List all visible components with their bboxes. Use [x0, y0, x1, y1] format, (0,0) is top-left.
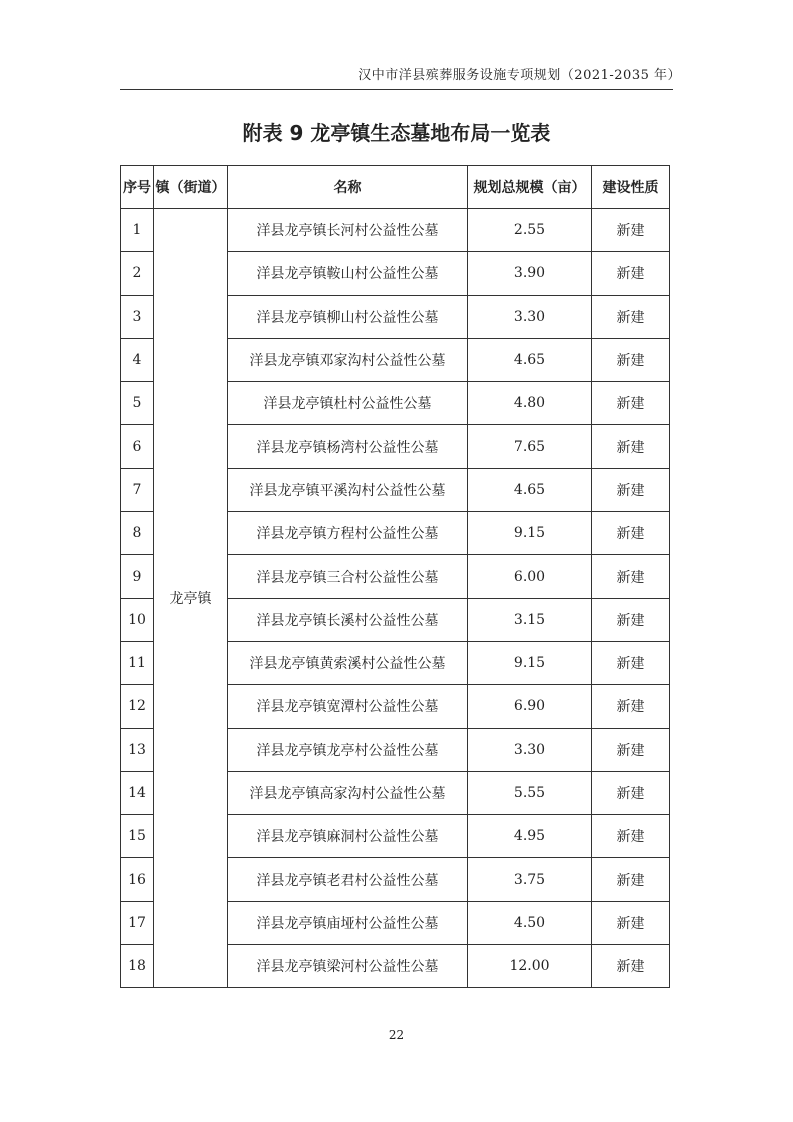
cemetery-name-cell: 洋县龙亭镇麻洞村公益性公墓: [228, 815, 468, 858]
planned-scale-cell: 6.00: [468, 555, 592, 598]
page-number: 22: [388, 1028, 405, 1042]
planned-scale-cell: 3.75: [468, 858, 592, 901]
planned-scale-cell: 9.15: [468, 512, 592, 555]
construction-type-cell: 新建: [592, 338, 670, 381]
column-header-town: 镇（街道）: [154, 166, 228, 209]
column-header-scale: 规划总规模（亩）: [468, 166, 592, 209]
table-header-row: [121, 166, 670, 209]
cemetery-name-cell: 洋县龙亭镇长河村公益性公墓: [228, 209, 468, 252]
cemetery-name-cell: 洋县龙亭镇庙垭村公益性公墓: [228, 901, 468, 944]
header-rule: [120, 89, 673, 90]
cemetery-name-cell: 洋县龙亭镇老君村公益性公墓: [228, 858, 468, 901]
row-number-cell: 1: [121, 209, 154, 252]
cemetery-name-cell: 洋县龙亭镇杜村公益性公墓: [228, 382, 468, 425]
cemetery-name-cell: 洋县龙亭镇龙亭村公益性公墓: [228, 728, 468, 771]
row-number-cell: 5: [121, 382, 154, 425]
planned-scale-cell: 4.65: [468, 468, 592, 511]
column-header-number: 序号: [121, 166, 154, 209]
row-number-cell: 16: [121, 858, 154, 901]
row-number-cell: 10: [121, 598, 154, 641]
cemetery-name-cell: 洋县龙亭镇方程村公益性公墓: [228, 512, 468, 555]
cemetery-name-cell: 洋县龙亭镇梁河村公益性公墓: [228, 945, 468, 988]
row-number-cell: 15: [121, 815, 154, 858]
construction-type-cell: 新建: [592, 382, 670, 425]
construction-type-cell: 新建: [592, 512, 670, 555]
table-row: [121, 209, 670, 252]
construction-type-cell: 新建: [592, 425, 670, 468]
row-number-cell: 3: [121, 295, 154, 338]
planned-scale-cell: 3.30: [468, 728, 592, 771]
column-header-type: 建设性质: [592, 166, 670, 209]
construction-type-cell: 新建: [592, 858, 670, 901]
construction-type-cell: 新建: [592, 598, 670, 641]
row-number-cell: 13: [121, 728, 154, 771]
row-number-cell: 14: [121, 771, 154, 814]
planned-scale-cell: 2.55: [468, 209, 592, 252]
planned-scale-cell: 3.15: [468, 598, 592, 641]
cemetery-layout-table: [120, 165, 670, 988]
construction-type-cell: 新建: [592, 641, 670, 684]
row-number-cell: 18: [121, 945, 154, 988]
construction-type-cell: 新建: [592, 901, 670, 944]
row-number-cell: 4: [121, 338, 154, 381]
cemetery-name-cell: 洋县龙亭镇长溪村公益性公墓: [228, 598, 468, 641]
cemetery-name-cell: 洋县龙亭镇邓家沟村公益性公墓: [228, 338, 468, 381]
construction-type-cell: 新建: [592, 252, 670, 295]
cemetery-name-cell: 洋县龙亭镇三合村公益性公墓: [228, 555, 468, 598]
planned-scale-cell: 4.95: [468, 815, 592, 858]
cemetery-name-cell: 洋县龙亭镇杨湾村公益性公墓: [228, 425, 468, 468]
row-number-cell: 6: [121, 425, 154, 468]
table-title: 附表 9 龙亭镇生态墓地布局一览表: [242, 121, 551, 145]
planned-scale-cell: 6.90: [468, 685, 592, 728]
row-number-cell: 12: [121, 685, 154, 728]
row-number-cell: 7: [121, 468, 154, 511]
column-header-name: 名称: [228, 166, 468, 209]
running-header: 汉中市洋县殡葬服务设施专项规划（2021-2035 年）: [358, 68, 681, 83]
row-number-cell: 17: [121, 901, 154, 944]
planned-scale-cell: 4.50: [468, 901, 592, 944]
cemetery-name-cell: 洋县龙亭镇平溪沟村公益性公墓: [228, 468, 468, 511]
planned-scale-cell: 12.00: [468, 945, 592, 988]
planned-scale-cell: 3.90: [468, 252, 592, 295]
row-number-cell: 2: [121, 252, 154, 295]
town-cell: 龙亭镇: [154, 209, 228, 988]
construction-type-cell: 新建: [592, 728, 670, 771]
planned-scale-cell: 5.55: [468, 771, 592, 814]
construction-type-cell: 新建: [592, 815, 670, 858]
table-body: [121, 209, 670, 988]
cemetery-name-cell: 洋县龙亭镇高家沟村公益性公墓: [228, 771, 468, 814]
cemetery-name-cell: 洋县龙亭镇鞍山村公益性公墓: [228, 252, 468, 295]
cemetery-name-cell: 洋县龙亭镇柳山村公益性公墓: [228, 295, 468, 338]
planned-scale-cell: 4.80: [468, 382, 592, 425]
planned-scale-cell: 7.65: [468, 425, 592, 468]
construction-type-cell: 新建: [592, 771, 670, 814]
row-number-cell: 9: [121, 555, 154, 598]
construction-type-cell: 新建: [592, 685, 670, 728]
construction-type-cell: 新建: [592, 468, 670, 511]
cemetery-name-cell: 洋县龙亭镇宽潭村公益性公墓: [228, 685, 468, 728]
construction-type-cell: 新建: [592, 945, 670, 988]
planned-scale-cell: 3.30: [468, 295, 592, 338]
row-number-cell: 11: [121, 641, 154, 684]
planned-scale-cell: 4.65: [468, 338, 592, 381]
planned-scale-cell: 9.15: [468, 641, 592, 684]
cemetery-name-cell: 洋县龙亭镇黄索溪村公益性公墓: [228, 641, 468, 684]
construction-type-cell: 新建: [592, 555, 670, 598]
row-number-cell: 8: [121, 512, 154, 555]
construction-type-cell: 新建: [592, 209, 670, 252]
construction-type-cell: 新建: [592, 295, 670, 338]
